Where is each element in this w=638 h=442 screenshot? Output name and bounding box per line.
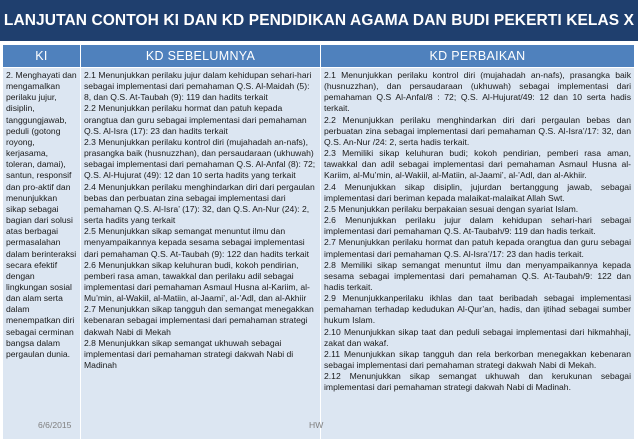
header-kd-sebelumnya: KD SEBELUMNYA — [81, 45, 321, 68]
table-row — [3, 68, 635, 440]
kd-perbaikan-item: 2.5 Menunjukkan perilaku berpakaian sesuai dengan syariat Islam. — [324, 203, 579, 214]
kd-sebelumnya-item: 2.5 Menunjukkan sikap semangat menuntut ilmu dan menyampaikannya kepada sesama sebagai implementasi dari pemahaman Q.S. At-Taubah (9): 122 dan hadits terkait — [84, 226, 309, 259]
kd-sebelumnya-item: 2.1 Menunjukkan perilaku jujur dalam kehidupan sehari-hari sebagai implementasi dari pemahaman Q.S. Al-Maidah (5): 8, dan Q.S. At-Taubah (9): 119 dan hadits terkait — [84, 70, 312, 103]
kd-perbaikan-item: 2.7 Menunjukkan perilaku hormat dan patuh kepada orangtua dan guru sebagai implementasi dari pemahaman Q.S. Al-Isra’/17: 23 dan hadis terkait. — [324, 237, 631, 259]
kd-perbaikan-item: 2.2 Menunjukkan perilaku menghindarkan diri dari pergaulan bebas dan perbuatan zina sebagai implementasi dari pemahaman Q.S. Al-Isra’/17: 32, dan Q.S. An-Nur /24: 2, serta hadis terkait. — [324, 114, 631, 147]
table-header-row — [3, 45, 635, 68]
kd-perbaikan-item: 2.12 Menunjukkan sikap semangat ukhuwah dan kerukunan sebagai implementasi dari pemahaman strategi dakwah Nabi di Madinah. — [324, 371, 631, 393]
kd-perbaikan-item: 2.8 Memiliki sikap semangat menuntut ilmu dan menyampaikannya kepada sesama sebagai implementasi dari pemahaman Q.S. At-Taubah/9: 122 dan hadis terkait. — [324, 259, 631, 292]
kd-perbaikan-item: 2.1 Menunjukkan perilaku kontrol diri (mujahadah an-nafs), prasangka baik (husnuzzhan), dan persaudaraan (ukhuwah) sebagai implementasi dari pemahaman Q.S Al-Anfal/8 : 72; Q.S. Al-Hujurat/49: 12 dan 10 serta hadis terkait. — [324, 70, 631, 114]
kd-sebelumnya-cell — [81, 68, 324, 440]
footer-author: HW — [309, 420, 324, 430]
kd-perbaikan-item: 2.6 Menunjukkan perilaku jujur dalam kehidupan sehari-hari sebagai implementasi dari pemahaman Q.S. At-Taubah/9: 119 dan hadis terkait. — [324, 215, 631, 237]
ki-text: 2. Menghayati dan mengamalkan perilaku jujur, disiplin, tanggungjawab, peduli (gotong royong, kerjasama, toleran, damai), santun, responsif dan pro-aktif dan menunjukkan sikap sebagai bagian dari solusi atas berbagai permasalahan dalam berinteraksi secara efektif dengan lingkungan sosial dan alam serta dalam menempatkan diri sebagai cerminan bangsa dalam pergaulan dunia. — [6, 70, 77, 359]
kd-perbaikan-item: 2.4 Menunjukkan sikap disiplin, jujurdan bertanggung jawab, sebagai implementasi dari beriman kepada malaikat-malaikat Allah Swt. — [324, 181, 631, 203]
header-kd-perbaikan: KD PERBAIKAN — [321, 45, 635, 68]
kd-comparison-table — [2, 44, 635, 440]
ki-cell — [3, 68, 81, 440]
header-ki: KI — [3, 45, 81, 68]
kd-sebelumnya-item: 2.3 Menunjukkan perilaku kontrol diri (mujahadah an-nafs), prasangka baik (husnuzzhan), dan persaudaraan (ukhuwah) sebagai implementasi dari pemahaman Q.S. Al-Anfal (8): 72; Q.S. Al-Hujurat (49): 12 dan 10 serta hadits yang terkait — [84, 136, 316, 181]
kd-perbaikan-item: 2.10 Menunjukkan sikap taat dan peduli sebagai implementasi dari hikmahhaji, zakat dan wakaf. — [324, 326, 631, 348]
kd-perbaikan-item: 2.11 Menunjukkan sikap tangguh dan rela berkorban menegakkan kebenaran sebagai implementasi dari pemahaman strategi dakwah Nabi di Mekah. — [324, 348, 631, 371]
page-title: LANJUTAN CONTOH KI DAN KD PENDIDIKAN AGAMA DAN BUDI PEKERTI KELAS X — [0, 0, 638, 41]
footer-date: 6/6/2015 — [38, 420, 72, 430]
kd-sebelumnya-item: 2.6 Menunjukkan sikap keluhuran budi, kokoh pendirian, pemberi rasa aman, tawakkal dan perilaku adil sebagai implementasi dari pemahaman Asmaul Husna al-Kariim, al-Mu’min, al-Wakiil, al-Matiin, al-Jaami’, al-’Adl, dan al-Akhiir — [84, 259, 310, 304]
kd-sebelumnya-item: 2.8 Menunjukkan sikap semangat ukhuwah sebagai implementasi dari pemahaman strategi dakwah Nabi di Madinah — [84, 337, 294, 371]
kd-perbaikan-item: 2.3 Memiliki sikap keluhuran budi; kokoh pendirian, pemberi rasa aman, tawakkal dan adil sebagai implementasi dari pemahaman Asmaul Husna al-Kariim, al-Mu’min, al-Wakiil, al-Matiin, al-Jaami’, al-’Adl, dan al-Akhiir. — [324, 148, 631, 181]
kd-sebelumnya-item: 2.7 Menunjukkan sikap tangguh dan semangat menegakkan kebenaran sebagai implementasi dari pemahaman strategi dakwah Nabi di Mekah — [84, 304, 314, 337]
kd-sebelumnya-item: 2.2 Menunjukkan perilaku hormat dan patuh kepada orangtua dan guru sebagai implementasi dari pemahaman Q.S. Al-Isra (17): 23 dan hadits terkait — [84, 103, 307, 136]
kd-perbaikan-item: 2.9 Menunjukkanperilaku ikhlas dan taat beribadah sebagai implementasi pemahaman terhadap kedudukan Al-Qur’an, hadis, dan ijtihad sebagai sumber hukum Islam. — [324, 293, 631, 326]
kd-perbaikan-cell — [321, 68, 635, 440]
kd-sebelumnya-item: 2.4 Menunjukkan perilaku menghindarkan diri dari pergaulan bebas dan perbuatan zina sebagai implementasi dari pemahaman Q.S. Al-Isra’ (17): 32, dan Q.S. An-Nur (24): 2, serta hadits yang terkait — [84, 181, 315, 226]
